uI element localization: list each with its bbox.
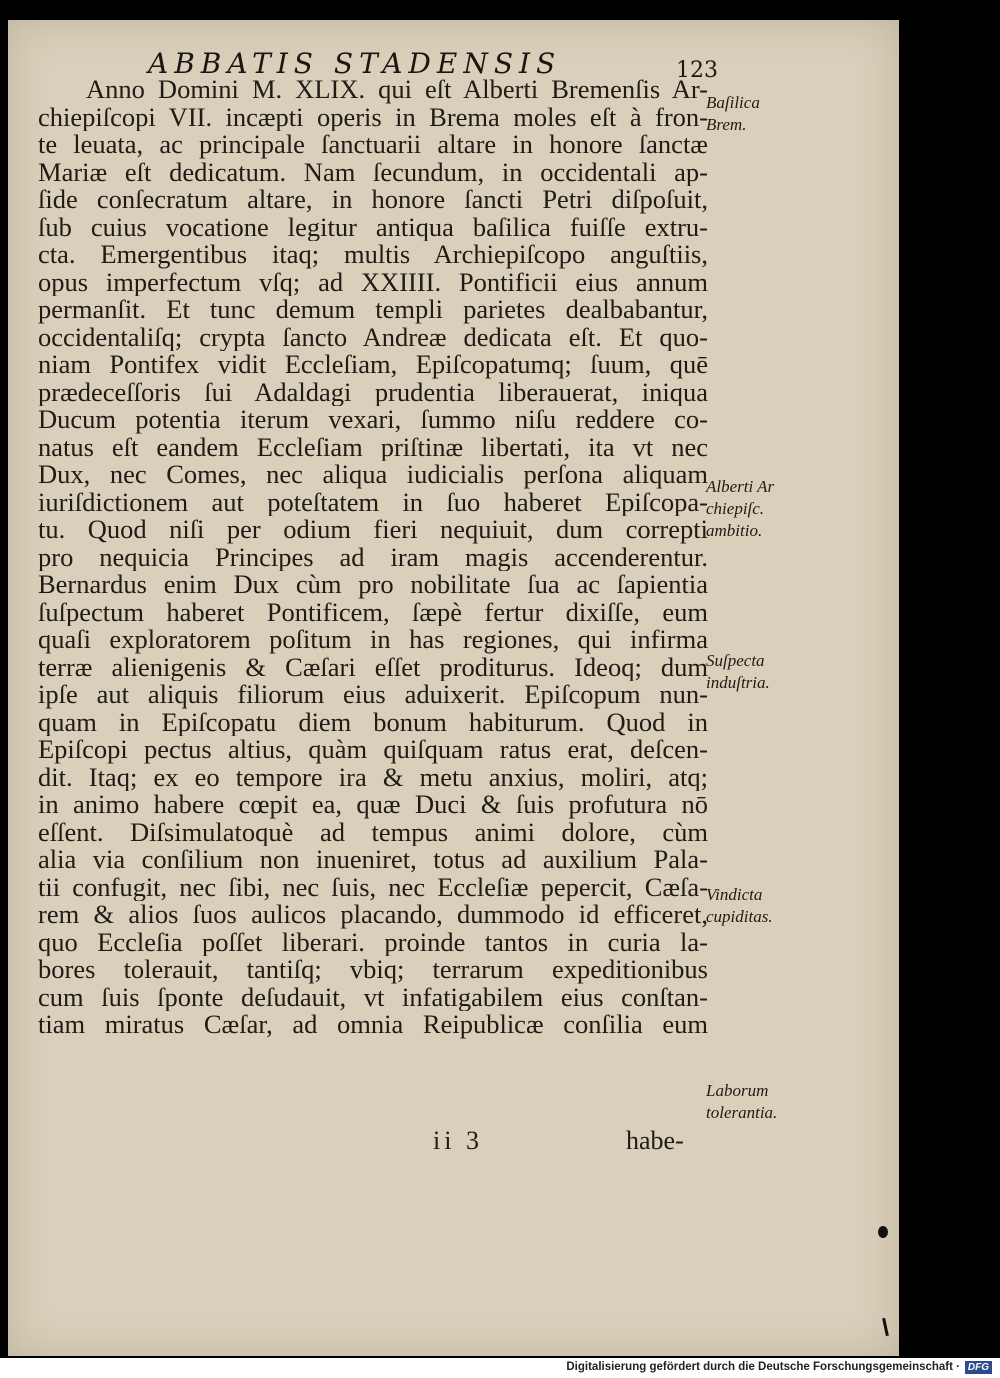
margin-note-line: induſtria.: [706, 673, 770, 692]
text-line: eſſent. Diſsimulatoquè ad tempus animi dolore, cùm: [38, 818, 708, 846]
credit-text: Digitalisierung gefördert durch die Deutsche Forschungsgemeinschaft ·: [566, 1361, 960, 1373]
text-line: quam in Epiſcopatu diem bonum habiturum. Quod in: [38, 708, 708, 736]
text-line: in animo habere cœpit ea, quæ Duci & ſuis profutura nō: [38, 791, 708, 819]
text-line: natus eſt eandem Eccleſiam priſtinæ libertati, ita vt nec: [38, 433, 708, 461]
text-line: quaſi exploratorem poſitum in has regiones, qui infirma: [38, 626, 708, 654]
text-line: ſuſpectum haberet Pontificem, ſæpè fertur dixiſſe, eum: [38, 598, 708, 626]
text-line: chiepiſcopi VII. incæpti operis in Brema moles eſt à fron-: [38, 103, 708, 131]
running-title: ABBATIS STADENSIS: [148, 47, 562, 80]
text-line: bores tolerauit, tantiſq; vbiq; terrarum expeditionibus: [38, 956, 708, 984]
text-line: Ducum potentia iterum vexari, ſummo niſu reddere co-: [38, 406, 708, 434]
text-line: permanſit. Et tunc demum templi parietes dealbabantur,: [38, 296, 708, 324]
margin-note-line: Suſpecta: [706, 651, 765, 670]
text-line: occidentaliſq; crypta ſancto Andreæ dedicata eſt. Et quo-: [38, 323, 708, 351]
margin-note-line: ambitio.: [706, 521, 763, 540]
body-text: [38, 76, 708, 1039]
margin-note-ambitio: [706, 476, 774, 542]
margin-note-suspecta: [706, 650, 770, 694]
text-line: dit. Itaq; ex eo tempore ira & metu anxius, moliri, atq;: [38, 763, 708, 791]
text-line: tiam miratus Cæſar, ad omnia Reipublicæ conſilia eum: [38, 1011, 708, 1039]
text-line: Bernardus enim Dux cùm pro nobilitate ſua ac ſapientia: [38, 571, 708, 599]
margin-note-line: chiepiſc.: [706, 499, 765, 518]
text-line: tii confugit, nec ſibi, nec ſuis, nec Eccleſiæ pepercit, Cæſa-: [38, 873, 708, 901]
text-line: Anno Domini M. XLIX. qui eſt Alberti Bremenſis Ar-: [86, 76, 708, 104]
margin-note-line: Laborum: [706, 1081, 769, 1100]
text-line: ipſe aut aliquis filiorum eius aduixerit. Epiſcopum nun-: [38, 681, 708, 709]
text-line: rem & alios ſuos aulicos placando, dummodo id efficeret,: [38, 901, 708, 929]
margin-note-line: Baſilica: [706, 93, 760, 112]
margin-note-basilica: [706, 92, 760, 136]
text-line: tu. Quod niſi per odium fieri nequiuit, dum correpti: [38, 516, 708, 544]
margin-note-line: cupiditas.: [706, 907, 773, 926]
text-line: pro nequicia Principes ad iram magis accenderentur.: [38, 543, 708, 571]
text-line: Dux, nec Comes, nec aliqua iudicialis perſona aliquam: [38, 461, 708, 489]
margin-note-vindicta: [706, 884, 773, 928]
margin-note-line: Brem.: [706, 115, 747, 134]
text-line: Epiſcopi pectus altius, quàm quiſquam ratus erat, deſcen-: [38, 736, 708, 764]
credit-bar: [0, 1358, 1000, 1378]
margin-note-line: Vindicta: [706, 885, 763, 904]
text-line: alia via conſilium non inueniret, totus ad auxilium Pala-: [38, 846, 708, 874]
margin-note-laborum: [706, 1080, 777, 1124]
signature-mark: ii 3: [433, 1126, 483, 1155]
catchword: habe-: [626, 1126, 684, 1155]
text-line: cum ſuis ſponte deſudauit, vt infatigabilem eius conſtan-: [38, 983, 708, 1011]
text-line: opus imperfectum vſq; ad XXIIII. Pontificii eius annum: [38, 268, 708, 296]
margin-note-line: tolerantia.: [706, 1103, 778, 1122]
text-line: niam Pontifex vidit Eccleſiam, Epiſcopatumq; ſuum, quē: [38, 351, 708, 379]
dfg-logo: DFG: [965, 1361, 992, 1374]
text-line: ſub cuius vocatione legitur antiqua baſilica fuiſſe extru-: [38, 213, 708, 241]
text-line: Mariæ eſt dedicatum. Nam ſecundum, in occidentali ap-: [38, 158, 708, 186]
text-line: cta. Emergentibus itaq; multis Archiepiſcopo anguſtiis,: [38, 241, 708, 269]
text-line: prædeceſſoris ſui Adaldagi prudentia liberauerat, iniqua: [38, 378, 708, 406]
margin-note-line: Alberti Ar: [706, 477, 775, 496]
page-number: 123: [676, 58, 718, 83]
text-line: ſide conſecratum altare, in honore ſancti Petri diſpoſuit,: [38, 186, 708, 214]
text-line: te leuata, ac principale ſanctuarii altare in honore ſanctæ: [38, 131, 708, 159]
text-line: iuriſdictionem aut poteſtatem in ſuo haberet Epiſcopa-: [38, 488, 708, 516]
ink-dot: [878, 1226, 888, 1238]
text-line: quo Eccleſia poſſet liberari. proinde tantos in curia la-: [38, 928, 708, 956]
text-line: terræ alienigenis & Cæſari eſſet proditurus. Ideoq; dum: [38, 653, 708, 681]
